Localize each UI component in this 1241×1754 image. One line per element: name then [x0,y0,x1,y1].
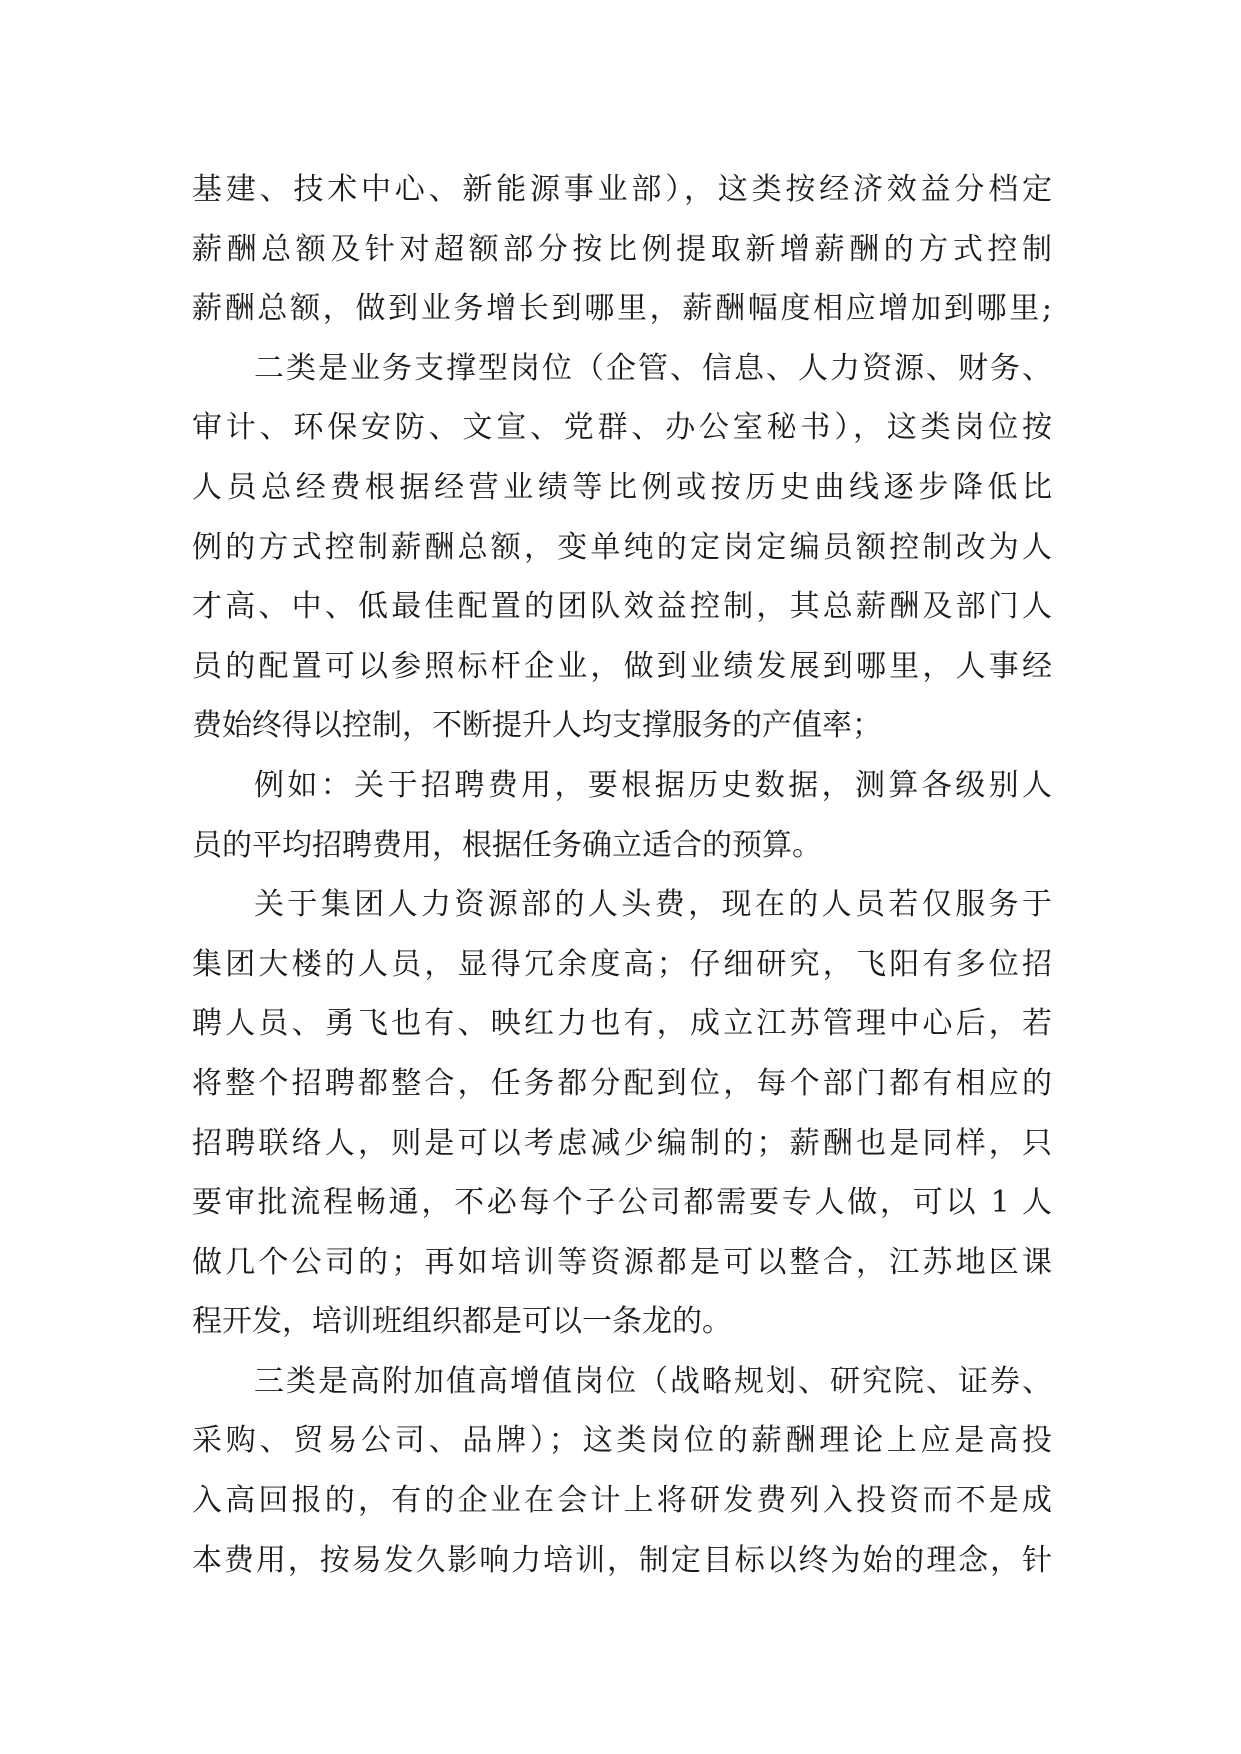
text-line: 做几个公司的；再如培训等资源都是可以整合，江苏地区课 [192,1244,1052,1280]
text-line: 薪酬总额，做到业务增长到哪里，薪酬幅度相应增加到哪里; [192,291,1052,327]
text-line: 要审批流程畅通，不必每个子公司都需要专人做，可以 1 人 [192,1185,1052,1221]
text-line: 才高、中、低最佳配置的团队效益控制，其总薪酬及部门人 [192,589,1052,625]
paragraph-end-line: 费始终得以控制，不断提升人均支撑服务的产值率； [192,708,882,744]
paragraph-start-line: 例如：关于招聘费用，要根据历史数据，测算各级别人 [254,767,1052,803]
text-line: 员的配置可以参照标杆企业，做到业绩发展到哪里，人事经 [192,648,1052,684]
text-line: 审计、环保安防、文宣、党群、办公室秘书），这类岗位按 [192,410,1052,446]
text-line: 基建、技术中心、新能源事业部），这类按经济效益分档定 [192,172,1052,207]
text-line: 聘人员、勇飞也有、映红力也有，成立江苏管理中心后，若 [192,1006,1052,1042]
text-line: 本费用，按易发久影响力培训，制定目标以终为始的理念，针 [192,1542,1052,1578]
text-line: 集团大楼的人员，显得冗余度高；仔细研究，飞阳有多位招 [192,946,1052,982]
text-line: 薪酬总额及针对超额部分按比例提取新增薪酬的方式控制 [192,231,1052,267]
paragraph-start-line: 二类是业务支撑型岗位（企管、信息、人力资源、财务、 [254,350,1052,386]
paragraph-end-line: 程开发，培训班组织都是可以一条龙的。 [192,1304,732,1340]
text-line: 将整个招聘都整合，任务都分配到位，每个部门都有相应的 [192,1065,1052,1101]
text-line: 人员总经费根据经营业绩等比例或按历史曲线逐步降低比 [192,469,1052,505]
text-line: 采购、贸易公司、品牌）；这类岗位的薪酬理论上应是高投 [192,1423,1052,1459]
text-line: 例的方式控制薪酬总额，变单纯的定岗定编员额控制改为人 [192,529,1052,565]
paragraph-end-line: 员的平均招聘费用，根据任务确立适合的预算。 [192,827,822,863]
text-line: 招聘联络人，则是可以考虑减少编制的；薪酬也是同样，只 [192,1125,1052,1161]
paragraph-start-line: 关于集团人力资源部的人头费，现在的人员若仅服务于 [254,887,1052,923]
paragraph-start-line: 三类是高附加值高增值岗位（战略规划、研究院、证券、 [254,1363,1052,1399]
text-line: 入高回报的，有的企业在会计上将研发费列入投资而不是成 [192,1483,1052,1519]
body-text [192,160,1052,1590]
